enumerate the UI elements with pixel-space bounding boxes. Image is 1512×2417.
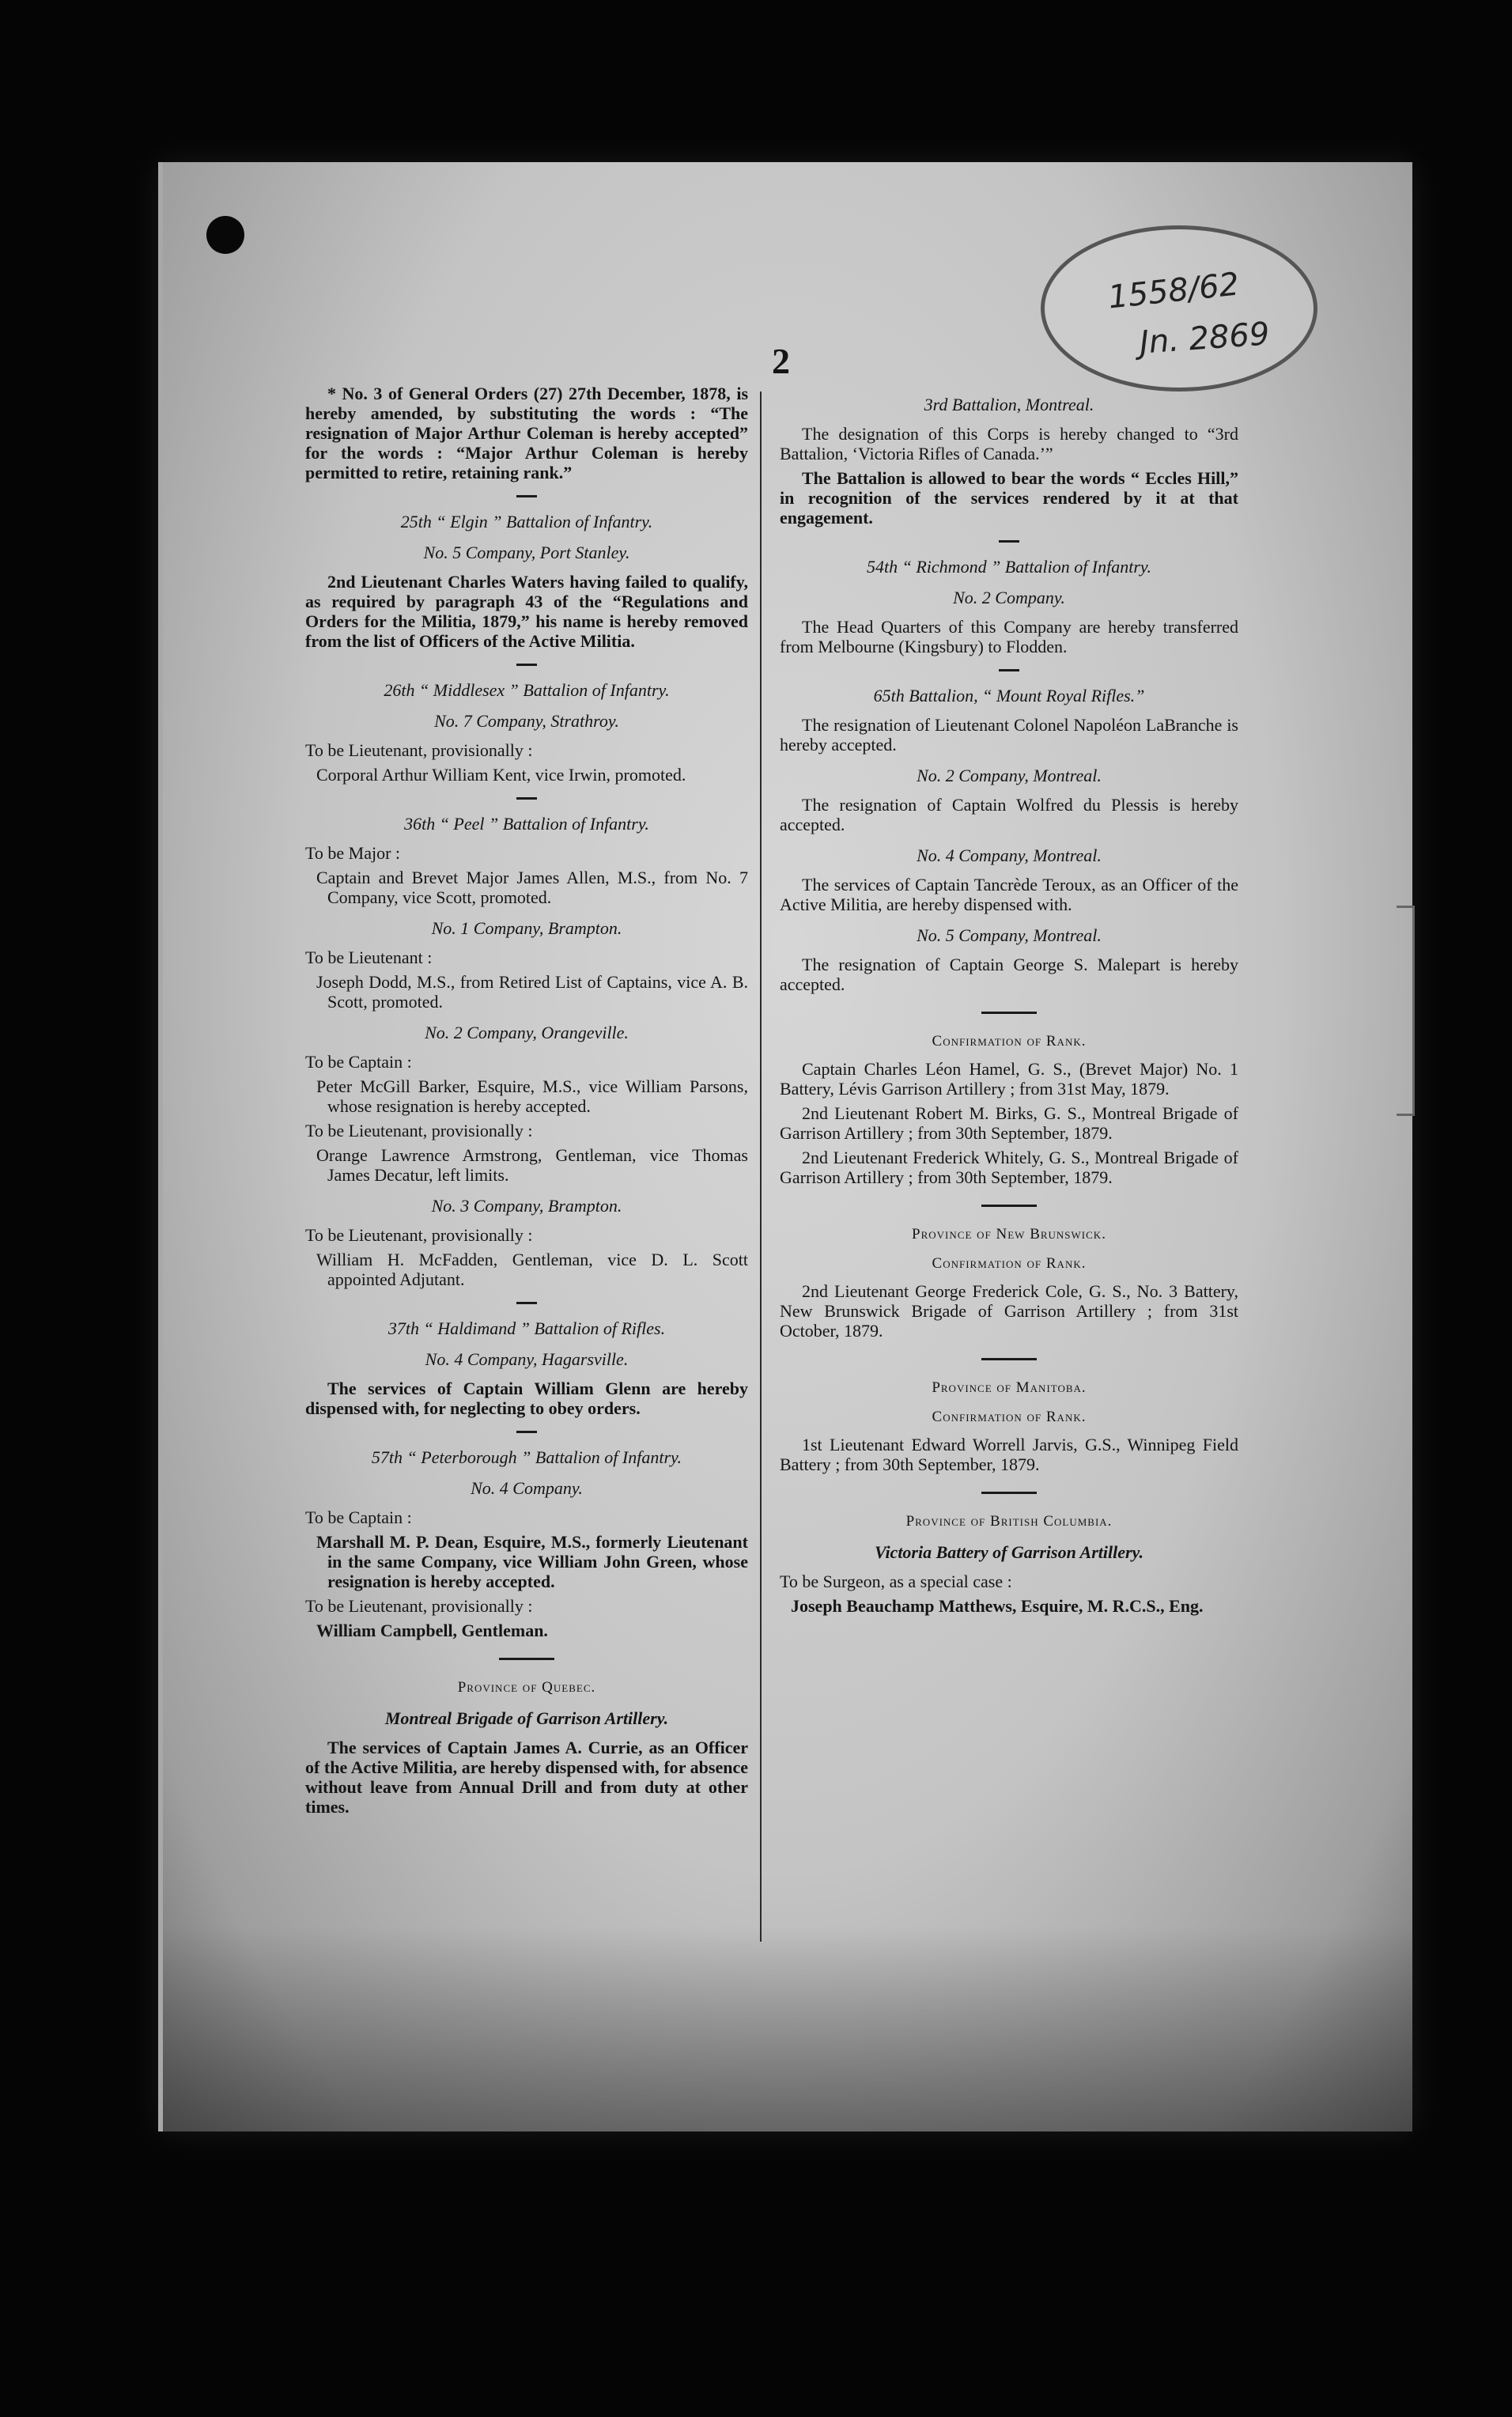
appointment-text: Corporal Arthur William Kent, vice Irwin, promoted.	[316, 765, 686, 785]
page-number: 2	[772, 341, 790, 381]
amendment-paragraph: * No. 3 of General Orders (27) 27th December, 1878, is hereby amended, by substituting the words : “The resignation of Major Arthur Coleman is hereby accepted” for the words : “Major Arthur Coleman is hereby permitted to retire, retaining rank.”	[305, 384, 748, 482]
confirmation-text: 1st Lieutenant Edward Worrell Jarvis, G.S., Winnipeg Field Battery ; from 30th September, 1879.	[780, 1435, 1238, 1474]
appointment-label: To be Surgeon, as a special case :	[780, 1572, 1012, 1591]
order-text: The resignation of Lieutenant Colonel Napoléon LaBranche is hereby accepted.	[780, 715, 1238, 755]
appointment-text: William H. McFadden, Gentleman, vice D. L. Scott appointed Adjutant.	[316, 1250, 748, 1289]
margin-bracket	[1397, 906, 1415, 1116]
rule	[981, 1205, 1037, 1207]
company-heading: No. 4 Company, Hagarsville.	[425, 1349, 629, 1369]
appointment-label: To be Lieutenant, provisionally :	[305, 1225, 533, 1245]
confirmation-text: 2nd Lieutenant George Frederick Cole, G. S., No. 3 Battery, New Brunswick Brigade of Garrison Artillery ; from 31st October, 1879.	[780, 1281, 1238, 1341]
company-heading: No. 2 Company.	[953, 588, 1065, 607]
section-heading: 65th Battalion, “ Mount Royal Rifles.”	[873, 686, 1145, 705]
order-text: The resignation of Captain Wolfred du Plessis is hereby accepted.	[780, 795, 1238, 834]
appointment-label: To be Lieutenant, provisionally :	[305, 1596, 533, 1616]
appointment-text: Joseph Beauchamp Matthews, Esquire, M. R.C.S., Eng.	[791, 1596, 1204, 1616]
confirmation-text: 2nd Lieutenant Robert M. Birks, G. S., Montreal Brigade of Garrison Artillery ; from 30th September, 1879.	[780, 1103, 1238, 1143]
section-heading: 26th “ Middlesex ” Battalion of Infantry.	[384, 680, 670, 700]
province-heading: Province of New Brunswick.	[912, 1226, 1106, 1243]
company-heading: No. 1 Company, Brampton.	[431, 918, 622, 938]
company-heading: No. 3 Company, Brampton.	[431, 1196, 622, 1216]
separator	[516, 495, 537, 497]
separator	[516, 797, 537, 800]
order-text: The Head Quarters of this Company are hereby transferred from Melbourne (Kingsbury) to Flodden.	[780, 617, 1238, 656]
left-column	[305, 384, 748, 1821]
rule	[981, 1012, 1037, 1014]
rule	[499, 1658, 554, 1660]
appointment-text: Peter McGill Barker, Esquire, M.S., vice William Parsons, whose resignation is hereby accepted.	[316, 1076, 748, 1116]
confirmation-heading: Confirmation of Rank.	[932, 1409, 1087, 1425]
section-heading: 54th “ Richmond ” Battalion of Infantry.	[867, 557, 1151, 577]
column-divider	[760, 391, 762, 1942]
confirmation-heading: Confirmation of Rank.	[932, 1255, 1087, 1272]
order-text: The designation of this Corps is hereby changed to “3rd Battalion, ‘Victoria Rifles of Canada.’”	[780, 424, 1238, 463]
company-heading: No. 2 Company, Montreal.	[917, 766, 1102, 785]
province-heading: Province of Manitoba.	[932, 1379, 1087, 1396]
document-page	[158, 162, 1412, 2131]
company-heading: No. 4 Company.	[471, 1478, 583, 1498]
appointment-label: To be Captain :	[305, 1507, 412, 1527]
appointment-text: Captain and Brevet Major James Allen, M.S., from No. 7 Company, vice Scott, promoted.	[316, 868, 748, 907]
section-heading: 57th “ Peterborough ” Battalion of Infantry.	[371, 1447, 682, 1467]
appointment-label: To be Lieutenant, provisionally :	[305, 1121, 533, 1140]
section-heading: Victoria Battery of Garrison Artillery.	[874, 1542, 1143, 1562]
appointment-label: To be Major :	[305, 843, 401, 863]
section-heading: 37th “ Haldimand ” Battalion of Rifles.	[387, 1318, 666, 1338]
appointment-text: Marshall M. P. Dean, Esquire, M.S., formerly Lieutenant in the same Company, vice William John Green, whose resignation is hereby accepted.	[316, 1532, 748, 1591]
appointment-label: To be Lieutenant :	[305, 948, 433, 967]
appointment-text: William Campbell, Gentleman.	[316, 1621, 548, 1640]
right-column	[780, 384, 1238, 1621]
separator	[999, 669, 1019, 671]
order-text: The Battalion is allowed to bear the words “ Eccles Hill,” in recognition of the services rendered by it at that engagement.	[780, 468, 1238, 528]
separator	[516, 664, 537, 666]
archive-stamp	[1041, 225, 1317, 391]
separator	[999, 540, 1019, 543]
order-text: The services of Captain William Glenn are hereby dispensed with, for neglecting to obey orders.	[305, 1379, 748, 1418]
company-heading: No. 2 Company, Orangeville.	[425, 1023, 629, 1042]
province-heading: Province of British Columbia.	[905, 1513, 1113, 1530]
province-heading: Province of Quebec.	[457, 1679, 596, 1696]
company-heading: No. 7 Company, Strathroy.	[434, 711, 619, 731]
company-heading: No. 5 Company, Port Stanley.	[423, 543, 630, 562]
confirmation-text: Captain Charles Léon Hamel, G. S., (Brevet Major) No. 1 Battery, Lévis Garrison Artillery ; from 31st May, 1879.	[780, 1059, 1238, 1099]
section-heading: 25th “ Elgin ” Battalion of Infantry.	[400, 512, 653, 531]
stamp-reference-2: Jn. 2869	[1138, 316, 1271, 361]
rule	[981, 1492, 1037, 1494]
order-text: 2nd Lieutenant Charles Waters having failed to qualify, as required by paragraph 43 of the “Regulations and Orders for the Militia, 1879,” his name is hereby removed from the list of Officers of the Active Militia.	[305, 572, 748, 651]
appointment-label: To be Lieutenant, provisionally :	[305, 740, 533, 760]
rule	[981, 1358, 1037, 1360]
company-heading: No. 5 Company, Montreal.	[917, 925, 1102, 945]
section-heading: Montreal Brigade of Garrison Artillery.	[384, 1708, 669, 1728]
appointment-text: Joseph Dodd, M.S., from Retired List of Captains, vice A. B. Scott, promoted.	[316, 972, 748, 1012]
company-heading: No. 4 Company, Montreal.	[917, 845, 1102, 865]
stamp-reference: 1558/62	[1106, 266, 1242, 316]
order-text: The resignation of Captain George S. Malepart is hereby accepted.	[780, 955, 1238, 994]
section-heading: 36th “ Peel ” Battalion of Infantry.	[404, 814, 649, 834]
punch-hole	[206, 216, 244, 254]
order-text: The services of Captain Tancrède Teroux, as an Officer of the Active Militia, are hereby dispensed with.	[780, 875, 1238, 914]
confirmation-text: 2nd Lieutenant Frederick Whitely, G. S., Montreal Brigade of Garrison Artillery ; from 30th September, 1879.	[780, 1148, 1238, 1187]
confirmation-heading: Confirmation of Rank.	[932, 1033, 1087, 1050]
separator	[516, 1431, 537, 1433]
section-heading: 3rd Battalion, Montreal.	[924, 395, 1094, 414]
appointment-label: To be Captain :	[305, 1052, 412, 1072]
separator	[516, 1302, 537, 1304]
appointment-text: Orange Lawrence Armstrong, Gentleman, vice Thomas James Decatur, left limits.	[316, 1145, 748, 1185]
page-shadow	[163, 1926, 1412, 2131]
order-text: The services of Captain James A. Currie, as an Officer of the Active Militia, are hereby dispensed with, for absence without leave from Annual Drill and from duty at other times.	[305, 1738, 748, 1817]
